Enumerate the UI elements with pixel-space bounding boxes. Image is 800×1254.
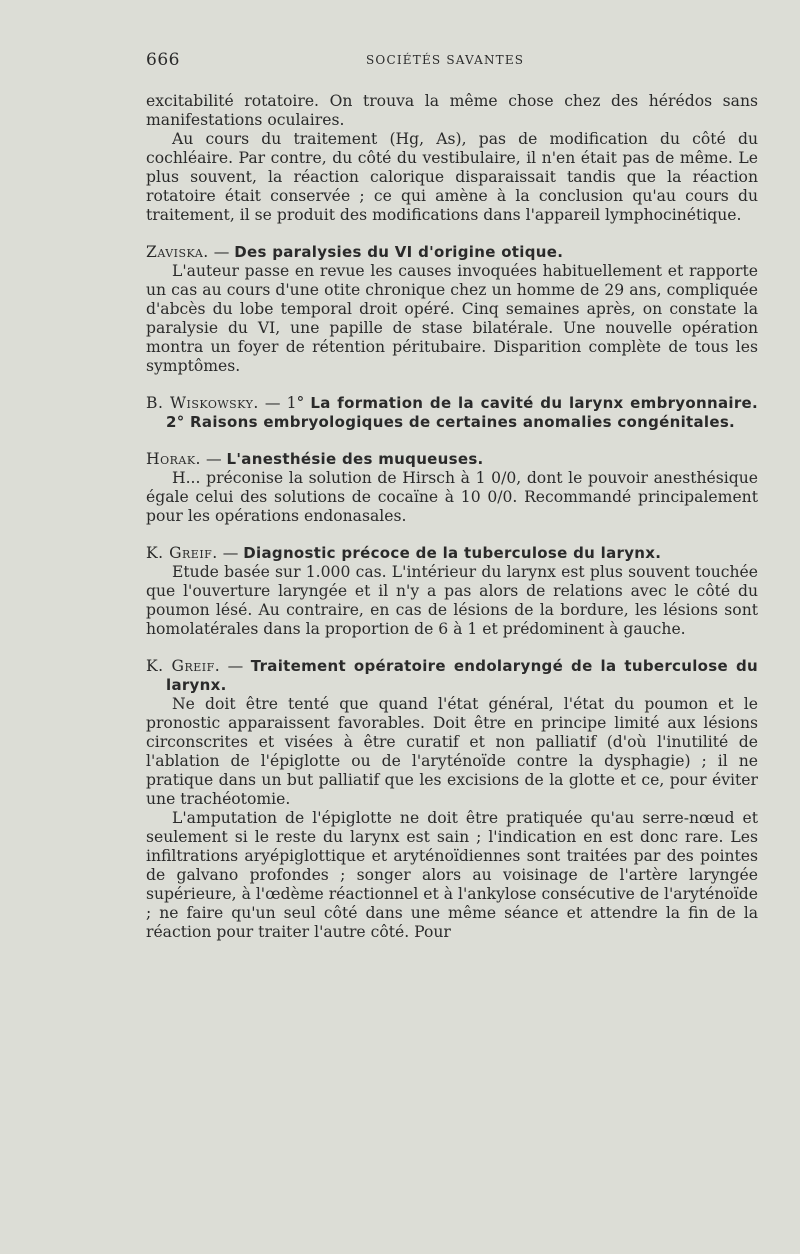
entry-paragraph: Etude basée sur 1.000 cas. L'intérieur du larynx est plus souvent touchée que l'ouverture laryngée et il n'y a pas alors de relations avec le côté du poumon lésé. Au contraire, en cas de lésions de la bordure, les lésions sont homolatérales dans la proportion de 6 à 1 et prédominent à gauche.	[146, 563, 758, 638]
entry-heading	[146, 450, 758, 469]
entry-author: Horak.	[146, 450, 202, 468]
entry-dash: —	[201, 450, 227, 468]
entry-paragraph: Ne doit être tenté que quand l'état général, l'état du poumon et le pronostic apparaissent favorables. Doit être en principe limité aux lésions circonscrites et visées à être curatif et non palliatif (d'où l'inutilité de l'ablation de l'épiglotte ou de l'aryténoïde contre la dysphagie) ; il ne pratique dans un but palliatif que les excisions de la glotte et ce, pour éviter une trachéotomie.	[146, 695, 758, 808]
abstract-entry	[146, 394, 758, 432]
abstract-entry	[146, 657, 758, 942]
entry-author: B. Wiskowsky.	[146, 394, 259, 412]
abstract-entry	[146, 544, 758, 639]
entry-title: Diagnostic précoce de la tuberculose du larynx.	[243, 544, 662, 562]
entry-heading	[146, 243, 758, 262]
entry-title: L'anesthésie des muqueuses.	[226, 450, 484, 468]
entry-paragraph: L'amputation de l'épiglotte ne doit être pratiquée qu'au serre-nœud et seulement si le reste du larynx est sain ; l'indication en est donc rare. Les infiltrations aryépiglottique et aryténoïdiennes sont traitées par des pointes de galvano profondes ; songer alors au voisinage de l'artère laryngée supérieure, à l'œdème réactionnel et à l'ankylose consécutive de l'aryténoïde ; ne faire qu'un seul côté dans une même séance et attendre la fin de la réaction pour traiter l'autre côté. Pour	[146, 809, 758, 941]
entry-dash: —	[220, 657, 251, 675]
intro-paragraph: Au cours du traitement (Hg, As), pas de modification du côté du cochléaire. Par contre, du côté du vestibulaire, il n'en était pas de même. Le plus souvent, la réaction calorique disparaissait tandis que la réaction rotatoire était conservée ; ce qui amène à la conclusion qu'au cours du traitement, il se produit des modifications dans l'appareil lymphocinétique.	[146, 130, 758, 224]
page-number: 666	[146, 50, 180, 70]
entry-author: K. Greif.	[146, 544, 218, 562]
page-body	[146, 92, 758, 942]
entry-heading	[146, 657, 758, 695]
entry-dash: —	[208, 243, 235, 261]
entry-paragraph: H... préconise la solution de Hirsch à 1 0/0, dont le pouvoir anesthésique égale celui des solutions de cocaïne à 10 0/0. Recommandé principalement pour les opérations endonasales.	[146, 469, 758, 525]
abstract-entry	[146, 450, 758, 526]
abstract-entry	[146, 243, 758, 376]
entry-title: La formation de la cavité du larynx embryonnaire. 2° Raisons embryologiques de certaines anomalies congénitales.	[166, 394, 758, 431]
entry-dash: —	[217, 544, 244, 562]
running-head: SOCIÉTÉS SAVANTES	[366, 53, 525, 67]
entry-title: Des paralysies du VI d'origine otique.	[234, 243, 564, 261]
entry-author: K. Greif.	[146, 657, 221, 675]
entry-heading	[146, 394, 758, 432]
page-header	[146, 50, 756, 72]
entry-heading	[146, 544, 758, 563]
entry-author: Zaviska.	[146, 243, 209, 261]
entry-title: Traitement opératoire endolaryngé de la tuberculose du larynx.	[166, 657, 758, 694]
entry-paragraph: L'auteur passe en revue les causes invoquées habituellement et rapporte un cas au cours d'une otite chronique chez un homme de 29 ans, compliquée d'abcès du lobe temporal droit opéré. Cinq semaines après, on constate la paralysie du VI, une papille de stase bilatérale. Une nouvelle opération montra un foyer de rétention péritubaire. Disparition complète de tous les symptômes.	[146, 262, 758, 375]
entry-dash: — 1°	[258, 394, 311, 412]
intro-paragraph: excitabilité rotatoire. On trouva la même chose chez des hérédos sans manifestations oculaires.	[146, 92, 758, 129]
